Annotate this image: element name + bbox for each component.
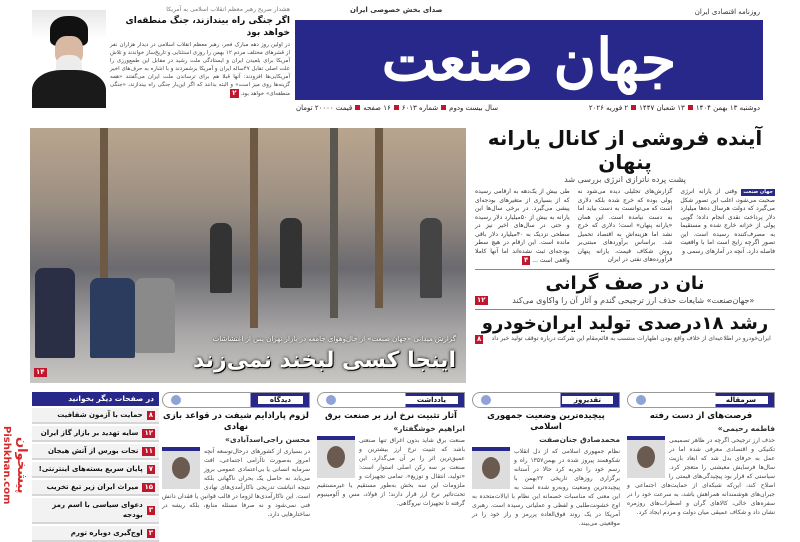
camera-lens-icon: [324, 393, 338, 407]
section-tab: [472, 392, 620, 408]
page-ref[interactable]: ۱۴: [36, 368, 45, 376]
opinion-column: [162, 392, 310, 519]
item-label: میراث ایران زیر تیغ تخریب: [46, 483, 139, 491]
section-tab: [317, 392, 465, 408]
top-story-kicker: هشدار صریح رهبر معظم انقلاب اسلامی به آمریکا: [166, 6, 290, 13]
opinion-author: ابراهیم خوشگفتار»: [393, 424, 465, 433]
page-ref: ۳: [148, 528, 153, 537]
section-label: دیدگاه: [258, 396, 303, 404]
page-ref: ۳: [148, 505, 153, 514]
photo-headline[interactable]: اینجا کسی لبخند نمی‌زند: [192, 348, 456, 373]
section-tab: [162, 392, 310, 408]
main-photo[interactable]: [30, 128, 466, 383]
page-ref: ۱۵: [144, 482, 153, 491]
author-photo: [627, 436, 665, 478]
dateline: [589, 104, 760, 113]
story3-subrow: [475, 335, 775, 344]
opinion-column: [317, 392, 465, 508]
page-ref: ۱۱: [144, 446, 153, 455]
opinion-column: [627, 392, 775, 517]
opinion-title[interactable]: آثار تثبیت نرخ ارز بر صنعت برق: [325, 411, 457, 421]
opinion-author: محمدصادق جنان‌صفت: [539, 435, 620, 444]
top-story[interactable]: [110, 6, 290, 98]
item-label: نجات بورس از آتش هیجان: [47, 447, 139, 455]
watermark: [0, 400, 30, 530]
opinion-author: فاطمه رحیمی»: [717, 424, 775, 433]
top-story-body: در اولین روز دهه مبارک فجر، رهبر معظم انقلاب اسلامی در دیدار هزاران نفر از قشرهای مختلف مردم ۱۲ بهمن را روزی استثنایی و تاریخ‌ساز خواندند و تلاش آمریکا برای بلعیدن ایران و ایستادگی ملت رشید در مقابل این طمع‌ورزی را علت اصلی تقابل ۴۷ساله ایران و آمریکا برشمردند و با اشاره به حرف‌های اخیر آمریکایی‌ها افزودند: آنها قبلا هم برای ترساندن ملت ایران می‌گفتند «همه گزینه‌ها روی میز است» و البته بدانند که اگر این‌بار جنگی راه بیندازند، «جنگی منطقه‌ای» خواهد بود.: [110, 42, 291, 97]
watermark-url: Pishkhan.com: [1, 425, 12, 505]
opinion-title[interactable]: فرصت‌های از دست رفته: [649, 411, 753, 421]
camera-lens-icon: [169, 393, 183, 407]
camera-lens-icon: [634, 393, 648, 407]
masthead-logo[interactable]: جهان صنعت: [295, 20, 763, 100]
camera-lens-icon: [479, 393, 493, 407]
opinion-body: در بسیاری از کشورهای درحال‌توسعه آنچه امروز به‌صورت ناآرامی اجتماعی، افت سرمایه انسانی یا بی‌اعتمادی عمومی بروز می‌یابد نه حاصل یک بحران ناگهانی بلکه نتیجه انباشت تدریجی ناکارآمدی‌های نهادی است. این ناکارآمدی‌ها لزوما در قالب قوانین یا فقدان دانش فنی نمی‌شود و نه صرفا مسئله منابع، بلکه ریشه در ساختارهایی دارد.: [162, 448, 310, 518]
date-hijri: ۱۳ شعبان ۱۴۴۷: [639, 104, 685, 112]
author-photo: [472, 447, 510, 489]
section-label: یادداشت: [405, 396, 458, 404]
page-ref: ۸: [148, 410, 153, 419]
page-ref[interactable]: ۴: [524, 256, 529, 264]
page-ref: ۷: [148, 464, 153, 473]
photo-kicker: گزارش میدانی «جهان صنعت» از حال‌وهوای جامعه در بازار تهران پس از اغتشاشات: [212, 335, 456, 343]
opinion-title[interactable]: لزوم پارادایم شیفت در قواعد بازی نهادی: [163, 411, 309, 432]
top-story-body-wrap: [110, 41, 290, 98]
item-label: سایه تهدید بر بازار گاز ایران: [40, 429, 139, 437]
price: قیمت ۲۰۰۰۰ تومان: [296, 104, 353, 112]
opinion-body: صنعت برق شاید بدون اغراق تنها صنعتی باشد که تثبیت نرخ ارز بیشترین و عمیق‌ترین اثر را بر آن می‌گذارد. این صنعت بر سه رکن اصلی استوار است: «تولید، انتقال و توزیع». تمامی تجهیزات و ملزومات این سه بخش به‌طور مستقیم یا غیرمستقیم تحت‌تاثیر نرخ ارز قرار دارند؛ از فولاد، مس و آلومینیوم گرفته تا تجهیزات نیروگاهی.: [317, 437, 465, 507]
year: سال بیست ودوم: [449, 104, 499, 112]
opinion-column: [472, 392, 620, 528]
other-pages-item[interactable]: [32, 462, 159, 478]
item-label: دعوای سیاسی با اسم رمز بودجه: [52, 501, 143, 519]
opinion-body: حذف ارز ترجیحی اگرچه در ظاهر تصمیمی تکنیکی و اقتصادی معرفی شده اما در عمل به حرفای بدل شد که ابعاد بازیت سال‌ها فرسایش معیشتی را متعجز کرد. سیاستی که قرار بود پیچیدگی‌های قیمتی را اصلاح کند، این‌که شبکه‌ای از حمایت‌های اجتماعی و جبران‌های هوشمندانه همراهش باشد، به سرعت خود را در سفره‌های خالی، کالاهای گران و اضطراب‌های روزمره نشان داد و شکاف عمیقی میان دولت و مردم ایجاد کرد.: [627, 437, 775, 516]
lead-body: [475, 188, 775, 266]
lead-col: وقتی از یارانه انرژی صحبت می‌شود، اغلب این تصور شکل می‌گیرد که دولت هرسال ده‌ها میلیارد دلار پرداخت نقدی انجام داده؛ گویی پولی از خزانه خارج شده و مستقیما به مصرف‌کننده رسیده است. این تصور اگرچه رایج است اما با واقعیت فاصله دارد. آنچه در آمارهای رسمی و: [680, 188, 775, 255]
story2-headline[interactable]: نان در صف گرانی: [545, 272, 705, 294]
story3-headline[interactable]: رشد ۱۸درصدی تولید ایران‌خودرو: [481, 312, 769, 334]
page-count: ۱۶ صفحه: [363, 104, 391, 112]
other-pages-item[interactable]: [32, 526, 159, 542]
story3-subhead: ایران‌خودرو در اطلاعیه‌ای از خلاف واقع بودن اظهارات منتسب به قائم‌مقام این شرکت درباره توقف تولید خبر داد: [491, 334, 771, 342]
section-tab: [627, 392, 775, 408]
story2-subrow: [475, 295, 775, 306]
other-pages-item[interactable]: [32, 498, 159, 524]
section-label: سرمقاله: [714, 396, 768, 404]
item-label: حمایت با آزمون شفافیت: [57, 411, 143, 419]
item-label: اوج‌گیری دوباره تورم: [70, 529, 143, 537]
opinion-title[interactable]: پیچیده‌ترین وضعیت جمهوری اسلامی: [487, 411, 605, 432]
watermark-text: پیشخوان: [14, 436, 29, 494]
lead-col: طی بیش از یک‌دهه به ارقامی رسیده که از بسیاری از متغیرهای بودجه‌ای پیشی می‌گیرد. در برخی سال‌ها این یارانه به بیش از ۵۰میلیارد دلار رسیده و حتی در سال‌های اخیر نیز در سطحی نزدیک به ۴۰میلیارد دلار باقی مانده است. این ارقام در هیچ سطر بودجه‌ای ثبت نشده‌اند اما آنها کاملا واقعی است ...: [474, 188, 570, 264]
other-pages-title: در صفحات دیگر بخوانید: [32, 392, 159, 406]
date-gregorian: ۲ فوریه ۲۰۲۶: [588, 104, 629, 112]
page-ref[interactable]: ۱۲: [477, 295, 486, 304]
right-column: [475, 126, 775, 344]
other-pages-box: [32, 392, 159, 542]
other-pages-item[interactable]: [32, 480, 159, 496]
tagline: روزنامه اقتصادی ایران: [694, 8, 760, 16]
story2-subhead: «جهان‌صنعت» شایعات حذف ارز ترجیحی گندم و آثار آن را واکاوی می‌کند: [512, 295, 755, 305]
other-pages-item[interactable]: [32, 408, 159, 424]
other-pages-item[interactable]: [32, 444, 159, 460]
divider: [475, 309, 775, 310]
issue-info: [296, 104, 498, 113]
other-pages-item[interactable]: [32, 426, 159, 442]
opinion-body: نظام جمهوری اسلامی که از دل انقلاب شکوهمند پیروز شده در بهمن۱۳۵۷ راه و رسم خود را تجربه کرد حالا در آستانه برگزاری روزهای تاریخی ۲۲بهمن با پیچیده‌ترین وضعیت روبه‌رو شده است به این معنی که مناسبات خصمانه این نظام با ایالات‌متحده به اوج خشونت‌طلبی و لفظی و عملیاتی رسیده است. رهبری آمریکا در یک روند فوق‌العاده پررمز و راز خود را در موقعیتی می‌بیند.: [472, 448, 621, 527]
page-ref[interactable]: ۲: [232, 89, 237, 97]
page-ref[interactable]: ۸: [477, 334, 482, 343]
leader-photo: [32, 10, 106, 108]
lead-subhead: پشت پرده ناترازی انرژی بررسی شد: [564, 175, 686, 184]
lead-col: گزارش‌های تحلیلی دیده می‌شود نه پولی بوده که خرج شده بلکه دلاری است که می‌توانست به دست بیاید اما به دست نیامده است. این همان «یارانه پنهان» است؛ دلاری که خرج نشد اما هزینه‌اش به اقتصاد تحمیل شد. براساس برآوردهای مبتنی‌بر روش شکاف قیمت، یارانه پنهان فرآورده‌های نفتی در ایران: [577, 188, 673, 263]
item-label: پایان سریع بسته‌های اینترنتی!: [38, 465, 143, 473]
issue-number: شماره ۶۰۱۳: [401, 104, 439, 112]
lead-headline[interactable]: آینده فروشی از کانال یارانه پنهان: [487, 126, 763, 174]
opinion-author: محسن راجی‌اسدآبادی»: [225, 435, 310, 444]
lead-label: جهان صنعت: [743, 189, 773, 195]
top-story-headline[interactable]: اگر جنگی راه بیندازند، جنگ منطقه‌ای خواهد بود: [125, 16, 290, 38]
section-label: تقدیروز: [562, 396, 613, 404]
author-photo: [162, 447, 200, 489]
author-photo: [317, 436, 355, 478]
date-persian: دوشنبه ۱۳ بهمن ۱۴۰۴: [695, 104, 760, 112]
divider: [475, 269, 775, 270]
slogan: صدای بخش خصوصی ایران: [350, 6, 443, 14]
page-ref: ۱۲: [144, 428, 153, 437]
